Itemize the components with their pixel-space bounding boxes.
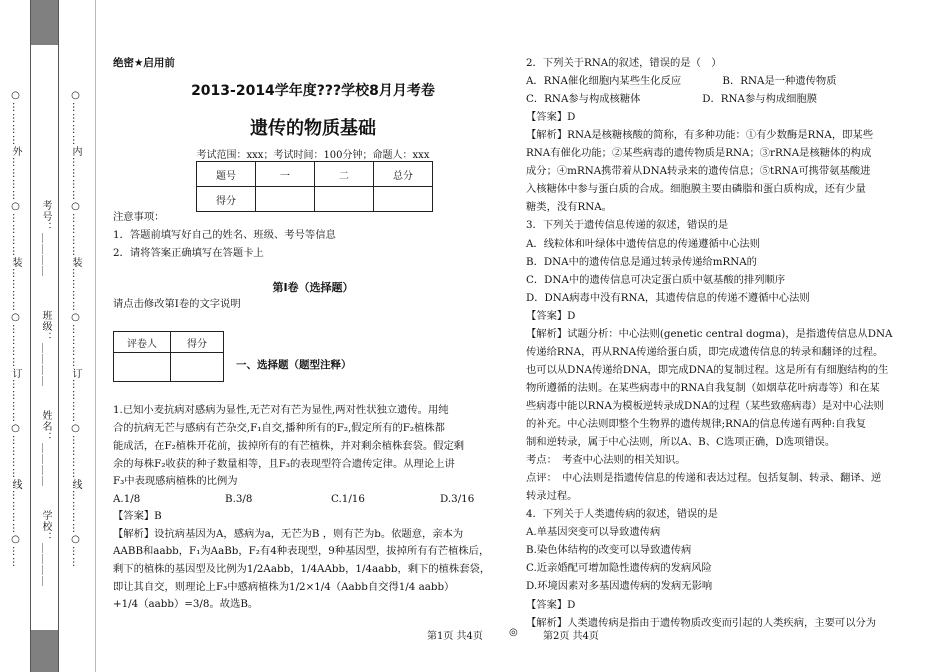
right-text-line: A．线粒体和叶绿体中遗传信息的传递遵循中心法则	[526, 237, 760, 250]
page-number-left: 第1页 共4页	[427, 631, 483, 642]
question-line: F₃中表现感病植株的比例为	[113, 475, 238, 487]
right-text-line: 也可以从DNA传递给DNA，即完成DNA的复制过程。这是所有有细胞结构的生	[526, 363, 889, 376]
right-text-line: B.染色体结构的改变可以导致遗传病	[526, 544, 692, 557]
analysis-line: 剩下的植株的基因型及比例为1/2Aabb，1/4AAbb，1/4aabb，剩下的植株套袋，	[113, 563, 491, 575]
analysis-line: AABB和aabb，F₁为AaBb，F₂有4种表现型，9种基因型，拔掉所有有芒植株后，	[113, 545, 490, 557]
right-text-line: 传递给RNA，再从RNA传递给蛋白质，即完成遗传信息的转录和翻译的过程。	[526, 345, 884, 358]
right-text-line: 【解析】试题分析：中心法则(genetic central dogma)，是指遗传信息从DNA	[526, 327, 893, 340]
right-text-line: 糖类，没有RNA。	[526, 201, 612, 214]
class-label: 班级：＿＿＿＿	[40, 310, 51, 387]
right-text-line: 入核糖体中参与蛋白质的合成。细胞膜主要由磷脂和蛋白质构成，还有少量	[526, 183, 866, 196]
right-text-line: 的补充。中心法则即整个生物界的遗传规律;RNA的信息传递有两种:自我复	[526, 418, 867, 430]
reviewer-label: 评卷人	[114, 332, 171, 353]
option-b: B.3/8	[225, 493, 253, 505]
option-a: A.1/8	[113, 493, 141, 505]
section-desc: 请点击修改第I卷的文字说明	[113, 298, 241, 310]
reviewer-cell[interactable]	[114, 353, 171, 382]
question-line: 1.已知小麦抗病对感病为显性,无芒对有芒为显性,两对性状独立遗传。用纯	[113, 404, 449, 416]
name-label: 姓名：＿＿＿＿	[40, 410, 51, 487]
analysis-line: 【解析】设抗病基因为A，感病为a，无芒为B ，则有芒为b。依题意，亲本为	[113, 528, 464, 540]
right-text-line: C．DNA中的遗传信息可决定蛋白质中氨基酸的排列顺序	[526, 273, 786, 286]
exam-info: 考试范围：xxx；考试时间：100分钟；命题人：xxx	[196, 150, 430, 161]
reviewer-score-cell[interactable]	[171, 353, 224, 382]
right-text-line: 成分；④mRNA携带着从DNA转录来的遗传信息；⑤tRNA可携带氨基酸进	[526, 165, 871, 178]
page-number-right: 第2页 共4页	[543, 631, 599, 642]
score-cell[interactable]	[256, 187, 315, 212]
score-row-label: 得分	[197, 187, 256, 212]
option-c: C.1/16	[331, 493, 365, 505]
right-text-line: 【解析】人类遗传病是指由于遗传物质改变而引起的人类疾病，主要可以分为	[526, 616, 877, 629]
score-cell[interactable]	[315, 187, 374, 212]
right-text-line: 些病毒中能以RNA为模板逆转录成DNA的过程（某些致癌病毒）是对中心法则	[526, 399, 884, 412]
inner-seal-line: ○…………内…………○…………装…………○…………订…………○…………线…………○……	[70, 90, 81, 568]
right-text-line: RNA有催化功能；②某些病毒的遗传物质是RNA；③rRNA是核糖体的构成	[526, 147, 872, 160]
right-text-line: 考点： 考查中心法则的相关知识。	[526, 454, 686, 467]
right-text-line: 3．下列关于遗传信息传递的叙述，错误的是	[526, 219, 729, 232]
binding-bar-bottom	[30, 630, 58, 672]
right-text-line: 物所遵循的法则。在某些病毒中的RNA自我复制（如烟草花叶病毒等）和在某	[526, 381, 880, 394]
right-text-line: 制和逆转录，属于中心法则，所以A、B、C选项正确，D选项错误。	[526, 436, 836, 449]
notes-title: 注意事项：	[113, 211, 165, 223]
right-text-line: A．RNA催化细胞内某些生化反应 B．RNA是一种遗传物质	[526, 75, 837, 88]
answer-line: 【答案】B	[113, 510, 162, 522]
analysis-line: +1/4（aabb）=3/8。故选B。	[113, 598, 259, 610]
score-header-qno: 题号	[197, 162, 256, 187]
section-title: 第Ⅰ卷（选择题）	[272, 281, 354, 294]
score-table	[196, 161, 433, 212]
right-text-line: 【答案】D	[526, 598, 576, 611]
note-item: 2．请将答案正确填写在答题卡上	[113, 247, 264, 259]
right-text-line: A.单基因突变可以导致遗传病	[526, 526, 661, 539]
right-text-line: 【答案】D	[526, 111, 576, 124]
outer-seal-line: ○…………外…………○…………装…………○…………订…………○…………线…………○……	[10, 90, 21, 568]
exam-number-label: 考号：＿＿＿＿	[40, 200, 51, 277]
binding-bar-top	[30, 0, 58, 45]
right-text-line: C.近亲婚配可增加隐性遗传病的发病风险	[526, 562, 712, 575]
page-separator: ◎	[509, 627, 518, 638]
option-d: D.3/16	[440, 493, 475, 505]
reviewer-score-label: 得分	[171, 332, 224, 353]
binding-border-page	[95, 0, 96, 672]
binding-border-right	[58, 0, 59, 672]
score-header-1: 一	[256, 162, 315, 187]
right-text-line: B．DNA中的遗传信息是通过转录传递给mRNA的	[526, 255, 757, 268]
binding-border-left	[30, 0, 31, 672]
analysis-line: 即让其自交，则理论上F₃中感病植株为1/2×1/4（Aabb自交得1/4 aabb）	[113, 581, 455, 593]
right-text-line: 点评： 中心法则是指遗传信息的传递和表达过程。包括复制、转录、翻译、逆	[526, 472, 882, 485]
right-text-line: 【解析】RNA是核糖核酸的简称，有多种功能：①有少数酶是RNA，即某些	[526, 129, 874, 142]
part-title: 一、选择题（题型注释）	[236, 359, 352, 371]
paper-subtitle: 遗传的物质基础	[250, 118, 376, 139]
exam-title: 2013-2014学年度???学校8月月考卷	[191, 83, 435, 99]
right-text-line: D.环境因素对多基因遗传病的发病无影响	[526, 580, 713, 593]
score-header-total: 总分	[374, 162, 433, 187]
note-item: 1．答题前填写好自己的姓名、班级、考号等信息	[113, 229, 336, 241]
right-text-line: D．DNA病毒中没有RNA，其遗传信息的传递不遵循中心法则	[526, 291, 810, 304]
secret-mark: 绝密★启用前	[113, 57, 175, 69]
reviewer-table	[113, 331, 224, 382]
question-line: 合的抗病无芒与感病有芒杂交,F₁自交,播种所有的F₂,假定所有的F₂植株都	[113, 422, 445, 434]
school-label: 学校：＿＿＿＿	[40, 510, 51, 587]
score-header-2: 二	[315, 162, 374, 187]
right-text-line: 4．下列关于人类遗传病的叙述，错误的是	[526, 508, 718, 521]
right-text-line: 转录过程。	[526, 490, 578, 503]
question-line: 能成活，在F₂植株开花前，拔掉所有的有芒植株，并对剩余植株套袋。假定剩	[113, 440, 465, 452]
right-text-line: C．RNA参与构成核糖体 D．RNA参与构成细胞膜	[526, 93, 818, 106]
score-cell[interactable]	[374, 187, 433, 212]
right-text-line: 2．下列关于RNA的叙述，错误的是（ ）	[526, 57, 722, 69]
question-line: 余的每株F₂收获的种子数量相等，且F₃的表现型符合遗传定律。从理论上讲	[113, 458, 455, 470]
right-text-line: 【答案】D	[526, 309, 576, 322]
